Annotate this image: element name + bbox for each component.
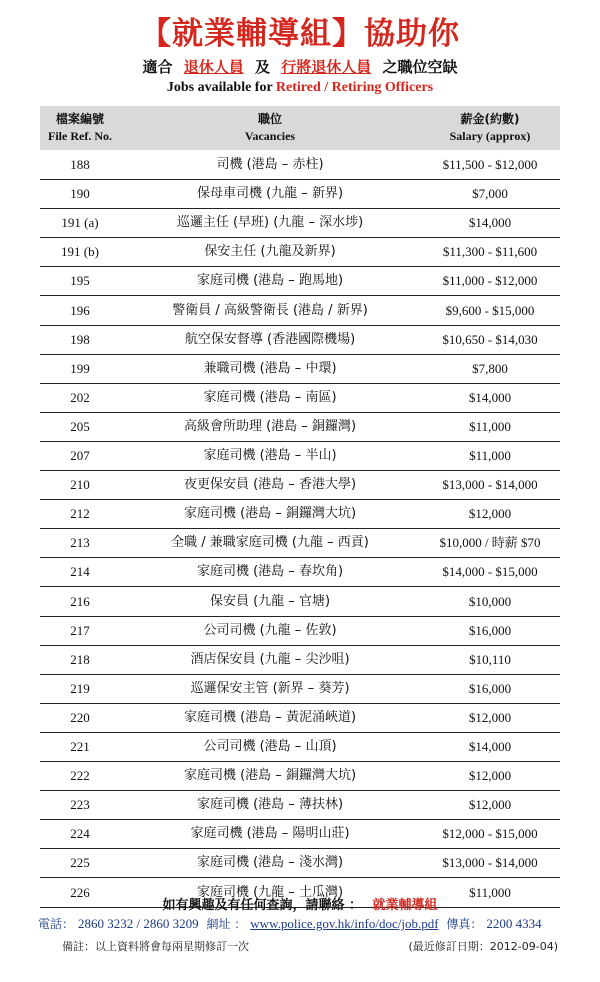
salary: $10,000 / 時薪 $70: [439, 535, 541, 551]
table-row: [40, 150, 560, 180]
contact-unit: 就業輔導組: [372, 898, 438, 913]
column-vacancy-zh: 職位: [257, 112, 282, 126]
file-ref: 199: [70, 360, 90, 376]
contact-line: [0, 894, 600, 913]
file-ref: 207: [70, 448, 90, 463]
web-label: 網址 ：: [206, 917, 247, 931]
vacancy: 航空保安督導 (香港國際機場): [184, 331, 356, 347]
salary: $11,000: [469, 448, 511, 463]
salary: $12,000 - $15,000: [442, 826, 538, 842]
file-ref: 212: [70, 506, 90, 522]
fax-number: 2200 4334: [486, 916, 542, 931]
table-row: [40, 819, 560, 849]
vacancy: 家庭司機 (港島 – 春坎角): [196, 564, 344, 580]
subtitle-retiring: 行將退休人員: [281, 58, 372, 76]
vacancy: 兼職司機 (港島 – 中環): [203, 360, 337, 376]
contact-text: 如有興趣及有任何查詢，請聯絡 ：: [162, 898, 362, 913]
salary: $10,110: [469, 651, 511, 667]
salary: $12,000: [468, 768, 512, 784]
table-row: [40, 703, 560, 733]
column-salary: [420, 111, 560, 145]
salary: $11,000: [469, 884, 511, 900]
vacancy: 酒店保安員 (九龍 – 尖沙咀): [190, 651, 350, 667]
salary: $14,000: [468, 389, 512, 405]
column-ref-zh: 檔案編號: [55, 112, 104, 126]
table-row: [40, 208, 560, 238]
salary: $12,000: [468, 506, 512, 522]
column-salary-zh: 薪金(約數): [460, 112, 520, 126]
file-ref: 198: [70, 331, 90, 347]
salary: $16,000: [468, 680, 512, 696]
subtitle-english-red: Retired / Retiring Officers: [275, 80, 434, 95]
vacancy: 家庭司機 (港島 – 銅鑼灣大坑): [183, 506, 357, 522]
vacancy: 公司司機 (港島 – 山頂): [203, 739, 337, 754]
column-vacancy-en: Vacancies: [244, 129, 296, 143]
table-row: [40, 499, 560, 529]
table-row: [40, 848, 560, 878]
phone-label: 電話：: [38, 917, 75, 931]
vacancy: 保母車司機 (九龍 – 新界): [196, 186, 344, 202]
salary: $7,800: [472, 360, 508, 376]
vacancy: 全職 / 兼職家庭司機 (九龍 – 西貢): [171, 535, 369, 551]
file-ref: 224: [70, 826, 90, 842]
table-row: [40, 266, 560, 296]
table-row: [40, 645, 560, 675]
salary: $11,500 - $12,000: [442, 157, 538, 172]
table-header: [40, 106, 560, 150]
table-row: [40, 470, 560, 500]
vacancy: 保安員 (九龍 – 官塘): [209, 593, 331, 609]
file-ref: 188: [70, 157, 90, 172]
salary: $16,000: [468, 622, 512, 638]
file-ref: 226: [70, 884, 90, 900]
file-ref: 214: [70, 564, 90, 580]
file-ref: 190: [70, 186, 90, 202]
file-ref: 225: [70, 855, 90, 871]
vacancy: 家庭司機 (港島 – 淺水灣): [196, 855, 344, 871]
vacancy: 家庭司機 (港島 – 南區): [203, 389, 337, 405]
subtitle-english: [0, 80, 600, 96]
table-row: [40, 325, 560, 355]
file-ref: 218: [70, 651, 90, 667]
column-vacancy: [120, 111, 420, 145]
vacancy: 高級會所助理 (港島 – 銅鑼灣): [183, 418, 357, 434]
vacancy: 家庭司機 (港島 – 跑馬地): [196, 273, 344, 289]
file-ref: 205: [70, 418, 90, 434]
salary: $7,000: [472, 186, 508, 202]
salary: $10,000: [468, 593, 512, 609]
table-row: [40, 761, 560, 791]
vacancy: 家庭司機 (港島 – 薄扶林): [196, 797, 344, 813]
salary: $11,000: [469, 418, 511, 434]
salary: $12,000: [468, 797, 512, 813]
salary: $14,000 - $15,000: [442, 564, 538, 580]
subtitle-english-pre: Jobs available for: [166, 80, 273, 95]
file-ref: 213: [70, 535, 90, 551]
file-ref: 210: [70, 477, 90, 493]
vacancy: 保安主任 (九龍及新界): [204, 244, 336, 260]
table-row: [40, 354, 560, 384]
table-row: [40, 790, 560, 820]
file-ref: 219: [70, 680, 90, 696]
file-ref: 222: [70, 768, 90, 784]
vacancy: 家庭司機 (港島 – 半山): [203, 448, 337, 463]
table-row: [40, 412, 560, 442]
column-salary-en: Salary (approx): [449, 129, 531, 143]
salary: $13,000 - $14,000: [442, 855, 538, 871]
file-ref: 196: [70, 302, 90, 318]
file-ref: 221: [70, 739, 90, 754]
salary: $14,000: [468, 215, 512, 231]
table-row: [40, 587, 560, 617]
fax-label: 傳真：: [446, 917, 483, 931]
salary: $10,650 - $14,030: [442, 331, 538, 347]
table-row: [40, 732, 560, 762]
file-ref: 191 (a): [61, 215, 99, 231]
file-ref: 195: [70, 273, 90, 289]
remark: 備註：以上資料將會每兩星期修訂一次: [62, 940, 249, 953]
column-ref-en: File Ref. No.: [48, 129, 112, 143]
vacancy: 巡邏保安主管 (新界 – 葵芳): [190, 680, 350, 696]
subtitle-post: 之職位空缺: [382, 58, 458, 76]
salary: $13,000 - $14,000: [442, 477, 538, 493]
contact-details: [38, 915, 568, 932]
table-row: [40, 616, 560, 646]
vacancy: 家庭司機 (港島 – 陽明山莊): [190, 826, 350, 842]
salary: $14,000: [468, 739, 512, 754]
last-updated: (最近修訂日期：2012-09-04): [408, 940, 558, 953]
salary: $9,600 - $15,000: [445, 302, 535, 318]
salary: $11,300 - $11,600: [442, 244, 538, 260]
table-row: [40, 296, 560, 326]
vacancy: 家庭司機 (九龍 – 土瓜灣): [196, 884, 344, 900]
remark-line: [62, 938, 558, 954]
vacancy: 公司司機 (九龍 – 佐敦): [203, 622, 337, 638]
subtitle-retired: 退休人員: [183, 58, 244, 76]
table-row: [40, 383, 560, 413]
vacancy: 家庭司機 (港島 – 銅鑼灣大坑): [183, 768, 357, 784]
phone-number: 2860 3232 / 2860 3209: [78, 916, 199, 931]
file-ref: 216: [70, 593, 90, 609]
table-row: [40, 179, 560, 209]
table-row: [40, 674, 560, 704]
table-row: [40, 237, 560, 267]
vacancy: 警衛員 / 高級警衛長 (港島 / 新界): [172, 302, 368, 318]
table-row: [40, 441, 560, 471]
vacancy: 司機 (港島 – 赤柱): [216, 157, 324, 172]
vacancy: 夜更保安員 (港島 – 香港大學): [183, 477, 357, 493]
file-ref: 217: [70, 622, 90, 638]
file-ref: 223: [70, 797, 90, 813]
file-ref: 202: [70, 389, 90, 405]
page-title: 【就業輔導組】協助你: [140, 16, 460, 52]
file-ref: 191 (b): [61, 244, 99, 260]
column-ref: [40, 111, 120, 145]
salary: $12,000: [468, 709, 512, 725]
table-row: [40, 528, 560, 558]
table-row: [40, 557, 560, 587]
subtitle-mid: 及: [254, 58, 270, 76]
website-link[interactable]: www.police.gov.hk/info/doc/job.pdf: [250, 916, 439, 931]
salary: $11,000 - $12,000: [442, 273, 538, 289]
file-ref: 220: [70, 709, 90, 725]
vacancy: 家庭司機 (港島 – 黃泥涌峽道): [183, 709, 357, 725]
subtitle-pre: 適合: [142, 58, 173, 76]
vacancy: 巡邏主任 (早班) (九龍 – 深水埗): [176, 215, 364, 231]
subtitle: [0, 56, 600, 77]
